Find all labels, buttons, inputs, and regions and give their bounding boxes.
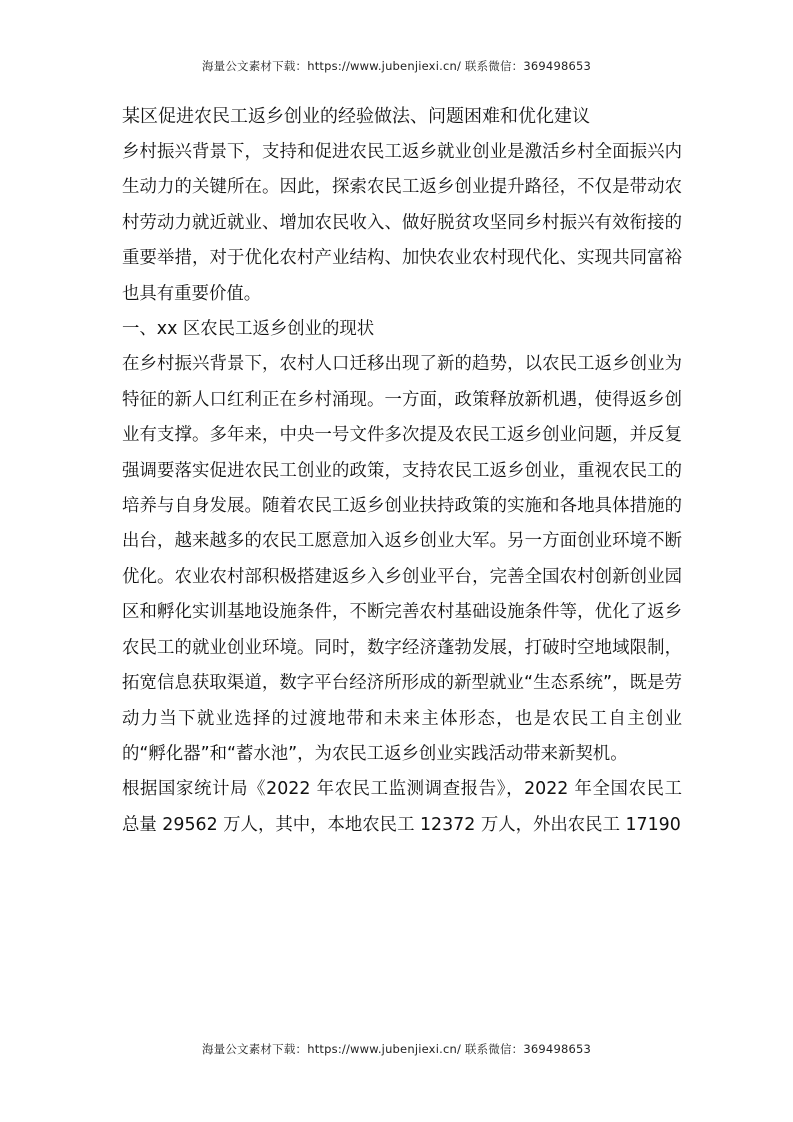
document-body xyxy=(122,99,682,843)
intro-paragraph: 乡村振兴背景下，支持和促进农民工返乡就业创业是激活乡村全面振兴内生动力的关键所在。因此，探索农民工返乡创业提升路径，不仅是带动农村劳动力就近就业、增加农民收入、做好脱贫攻坚同乡村振兴有效衔接的重要举措，对于优化农村产业结构、加快农业农村现代化、实现共同富裕也具有重要价值。 xyxy=(122,142,682,304)
body-paragraph: 在乡村振兴背景下，农村人口迁移出现了新的趋势，以农民工返乡创业为特征的新人口红利正在乡村涌现。一方面，政策释放新机遇，使得返乡创业有支撑。多年来，中央一号文件多次提及农民工返乡创业问题，并反复强调要落实促进农民工创业的政策，支持农民工返乡创业，重视农民工的培养与自身发展。随着农民工返乡创业扶持政策的实施和各地具体措施的出台，越来越多的农民工愿意加入返乡创业大军。另一方面创业环境不断优化。农业农村部积极搭建返乡入乡创业平台，完善全国农村创新创业园区和孵化实训基地设施条件，不断完善农村基础设施条件等，优化了返乡农民工的就业创业环境。同时，数字经济蓬勃发展，打破时空地域限制，拓宽信息获取渠道，数字平台经济所形成的新型就业“生态系统”，既是劳动力当下就业选择的过渡地带和未来主体形态，也是农民工自主创业的“孵化器”和“蓄水池”，为农民工返乡创业实践活动带来新契机。 xyxy=(122,354,682,764)
page-footer: 海量公文素材下载：https://www.jubenjiexi.cn/ 联系微信：369498653 xyxy=(201,1042,592,1056)
page-header: 海量公文素材下载：https://www.jubenjiexi.cn/ 联系微信：369498653 xyxy=(201,59,592,73)
document-title: 某区促进农民工返乡创业的经验做法、问题困难和优化建议 xyxy=(122,106,590,127)
section-heading: 一、xx 区农民工返乡创业的现状 xyxy=(122,319,375,340)
body-paragraph: 根据国家统计局《2022 年农民工监测调查报告》，2022 年全国农民工总量 29562 万人，其中，本地农民工 12372 万人，外出农民工 17190 xyxy=(122,779,682,835)
